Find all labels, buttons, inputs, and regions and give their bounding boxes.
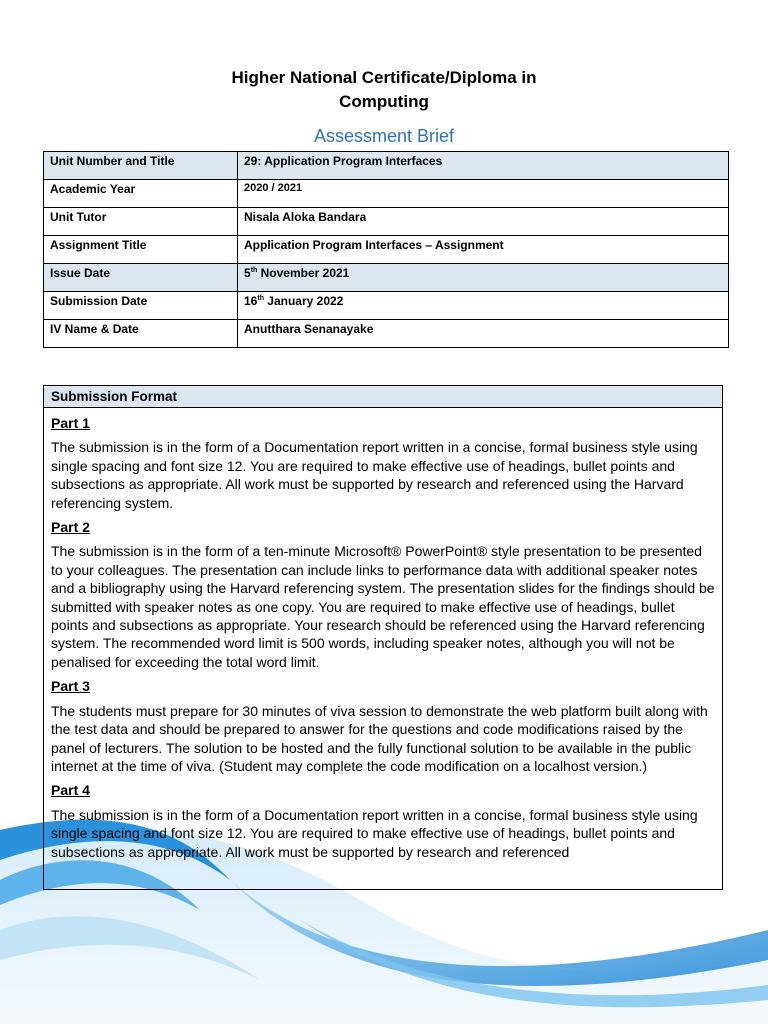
part-heading: Part 1 [51,415,90,431]
table-row [44,208,729,236]
row-value: Anutthara Senanayake [238,320,729,348]
part-text: The submission is in the form of a Documentation report written in a concise, formal business style using single spacing and font size 12. You are required to make effective use of headings, bullet points and subsections as appropriate. All work must be supported by research and referenced using the Harvard referencing system. [51,439,698,511]
row-value: Nisala Aloka Bandara [238,208,729,236]
assessment-info-table [43,151,729,348]
ordinal-suffix: th [250,267,258,274]
day: 5 [244,266,251,280]
part-text: The students must prepare for 30 minutes of viva session to demonstrate the web platform built along with the test data and should be prepared to answer for the questions and code modifications raised by the panel of lecturers. The solution to be hosted and the fully functional solution to be available in the public internet at the time of viva. (Student may complete the code modification on a localhost version.) [51,702,708,774]
row-label: IV Name & Date [44,320,238,348]
row-label: Assignment Title [44,236,238,264]
row-value [238,292,729,320]
assessment-brief-heading: Assessment Brief [313,126,455,146]
row-value: 2020 / 2021 [238,180,729,208]
submission-format-heading: Submission Format [44,386,722,408]
part-text: The submission is in the form of a ten-minute Microsoft® PowerPoint® style presentation to be presented to your colleagues. The presentation can include links to performance data with additional speaker notes and a bibliography using the Harvard referencing system. The presentation slides for the findings should be submitted with speaker notes as one copy. You are required to make effective use of headings, bullet points and subsections as appropriate. Your research should be referenced using the Harvard referencing system. The recommended word limit is 500 words, including speaker notes, although you will not be penalised for exceeding the total word limit. [51,543,715,670]
part-heading: Part 4 [51,782,90,799]
document-title-line1: Higher National Certificate/Diploma in [231,68,537,87]
month-year: November 2021 [257,266,350,280]
part-heading: Part 3 [51,678,90,695]
row-label: Unit Number and Title [44,152,238,180]
month-year: January 2022 [263,294,344,308]
row-value [238,264,729,292]
submission-format-body [44,408,722,861]
row-value: 29: Application Program Interfaces [238,152,729,180]
submission-format-box [43,385,723,890]
table-row [44,180,729,208]
table-row [44,292,729,320]
part-text: The submission is in the form of a Documentation report written in a concise, formal business style using single spacing and font size 12. You are required to make effective use of headings, bullet points and subsections as appropriate. All work must be supported by research and referenced [51,806,698,860]
table-row [44,264,729,292]
row-label: Submission Date [44,292,238,320]
row-value: Application Program Interfaces – Assignment [238,236,729,264]
day: 16 [244,294,258,308]
document-title-line2: Computing [339,92,429,111]
row-label: Issue Date [44,264,238,292]
part-heading: Part 2 [51,519,90,536]
table-row [44,152,729,180]
row-label: Unit Tutor [44,208,238,236]
ordinal-suffix: th [257,295,264,302]
table-row [44,320,729,348]
row-label: Academic Year [44,180,238,208]
table-row [44,236,729,264]
